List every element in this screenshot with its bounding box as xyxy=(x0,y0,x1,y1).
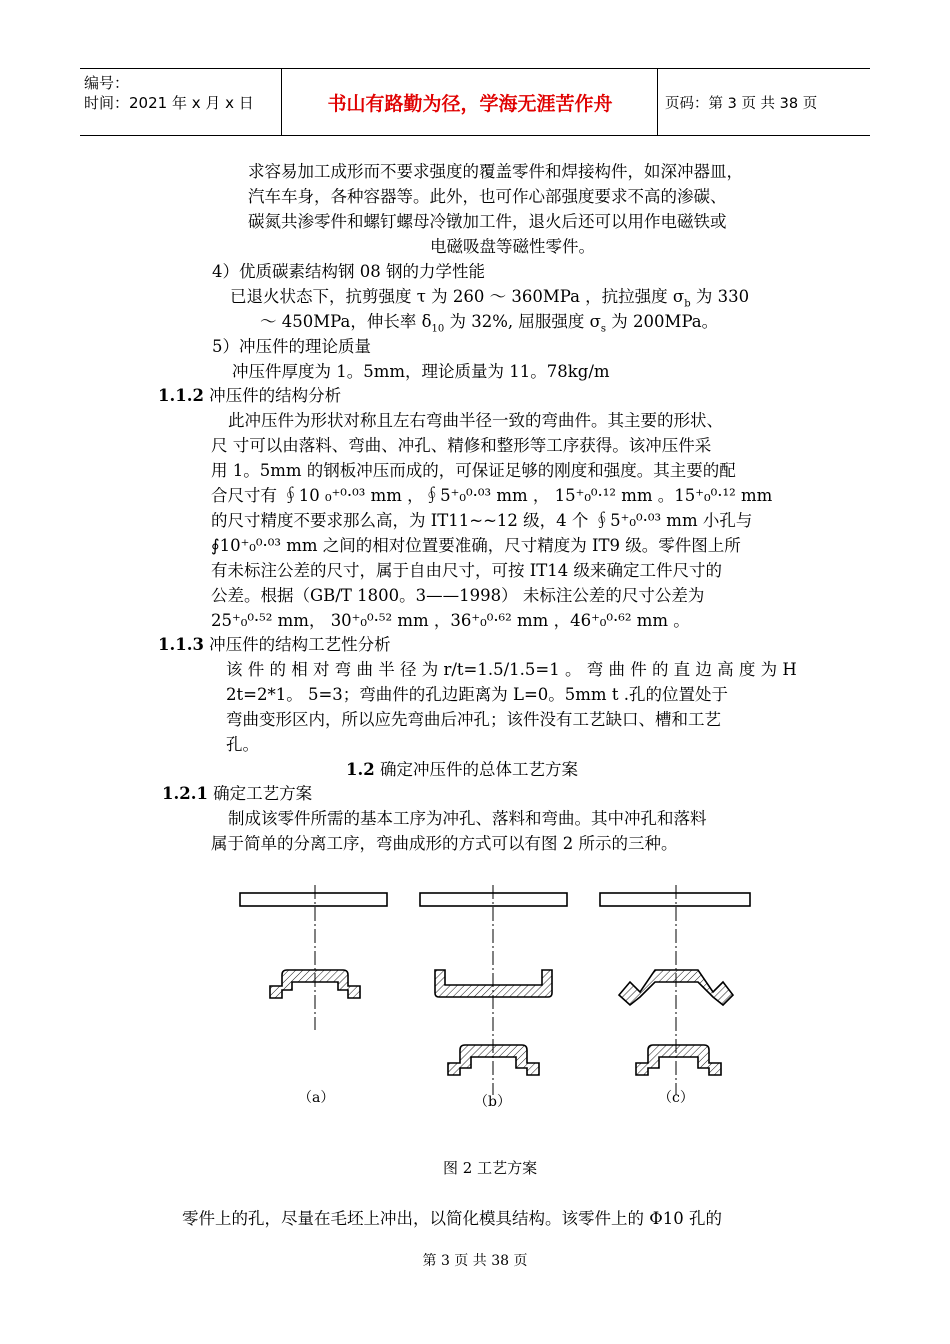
doc-date: 时间：2021 年 x 月 x 日 xyxy=(84,94,254,112)
para-line: 用 1。5mm 的钢板冲压而成的，可保证足够的刚度和强度。其主要的配 xyxy=(211,461,736,480)
page-header xyxy=(80,68,870,136)
para-line: 合尺寸有 ∮10 ₀⁺⁰·⁰³ mm ，∮5⁺₀⁰·⁰³ mm ， 15⁺₀⁰·¹² mm 。15⁺₀⁰·¹² mm xyxy=(211,486,773,505)
para-line: 有未标注公差的尺寸，属于自由尺寸，可按 IT14 级来确定工件尺寸的 xyxy=(211,561,723,580)
para-line: 2t=2*1。 5=3；弯曲件的孔边距离为 L=0。5mm t .孔的位置处于 xyxy=(226,685,728,704)
para-line: 汽车车身，各种容器等。此外，也可作心部强度要求不高的渗碳、 xyxy=(248,187,727,206)
header-page-code: 页码：第 3 页 共 38 页 xyxy=(665,95,818,112)
item4-title: 4）优质碳素结构钢 08 钢的力学性能 xyxy=(212,262,485,281)
header-meta xyxy=(80,69,282,135)
para-line: 该 件 的 相 对 弯 曲 半 径 为 r/t=1.5/1.5=1 。 弯 曲 件 的 直 边 高 度 为 H xyxy=(226,660,797,679)
para-line: 弯曲变形区内，所以应先弯曲后冲孔；该件没有工艺缺口、槽和工艺 xyxy=(226,710,721,729)
para-line: 属于简单的分离工序，弯曲成形的方式可以有图 2 所示的三种。 xyxy=(211,834,678,853)
para-line: 尺 寸可以由落料、弯曲、冲孔、精修和整形等工序获得。该冲压件采 xyxy=(211,436,712,455)
figure-label-b: （b） xyxy=(474,1094,511,1110)
blank-plate-c xyxy=(600,893,750,906)
bent-part-c2 xyxy=(636,1045,721,1075)
doc-number-label: 编号： xyxy=(84,74,130,92)
process-scheme-figure xyxy=(230,880,770,1120)
para-line: 此冲压件为形状对称且左右弯曲半径一致的弯曲件。其主要的形状、 xyxy=(228,411,723,430)
figure-label-c: （c） xyxy=(658,1090,694,1106)
item5-title: 5）冲压件的理论质量 xyxy=(212,337,371,356)
para-line: 孔。 xyxy=(226,735,259,754)
para-line: 制成该零件所需的基本工序为冲孔、落料和弯曲。其中冲孔和落料 xyxy=(228,809,707,828)
item5-text: 冲压件厚度为 1。5mm，理论质量为 11。78kg/m xyxy=(232,362,610,381)
page-footer: 第 3 页 共 38 页 xyxy=(422,1253,528,1269)
blank-plate-a xyxy=(240,893,387,906)
section-heading-113: 1.1.3 冲压件的结构工艺性分析 xyxy=(158,635,391,654)
para-line: 碳氮共渗零件和螺钉螺母冷镦加工件，退火后还可以用作电磁铁或 xyxy=(248,212,727,231)
para-line: 的尺寸精度不要求那么高，为 IT11~~12 级，4 个 ∮5⁺₀⁰·⁰³ mm 小孔与 xyxy=(211,511,753,530)
section-heading-112: 1.1.2 冲压件的结构分析 xyxy=(158,386,342,405)
item4-line2: ～ 450MPa，伸长率 $\delta_{10}$ 为 32%, 屈服强度 $\sigma_s$ 为 200MPa。 xyxy=(260,312,719,335)
para-line: 求容易加工成形而不要求强度的覆盖零件和焊接构件，如深冲器皿， xyxy=(248,162,743,181)
para-line: ∮10⁺₀⁰·⁰³ mm 之间的相对位置要准确，尺寸精度为 IT9 级。零件图上所 xyxy=(211,536,741,555)
section-heading-12: 1.2 确定冲压件的总体工艺方案 xyxy=(346,760,578,779)
para-line: 零件上的孔，尽量在毛坯上冲出，以简化模具结构。该零件上的 Φ10 孔的 xyxy=(182,1209,723,1228)
item4-line1: 已退火状态下，抗剪强度 τ 为 260 ～ 360MPa ，抗拉强度 $\sigma_b$ 为 330 xyxy=(230,287,750,310)
figure-label-a: （a） xyxy=(298,1090,335,1106)
para-line: 公差。根据（GB/T 1800。3——1998） 未标注公差的尺寸公差为 xyxy=(211,586,705,605)
para-line: 电磁吸盘等磁性零件。 xyxy=(430,237,595,256)
header-motto: 书山有路勤为径，学海无涯苦作舟 xyxy=(283,69,658,135)
para-line: 25⁺₀⁰·⁵² mm， 30⁺₀⁰·⁵² mm ，36⁺₀⁰·⁶² mm ，46⁺₀⁰·⁶² mm 。 xyxy=(211,611,690,630)
section-heading-121: 1.2.1 确定工艺方案 xyxy=(162,784,313,803)
figure-caption: 图 2 工艺方案 xyxy=(443,1159,538,1177)
